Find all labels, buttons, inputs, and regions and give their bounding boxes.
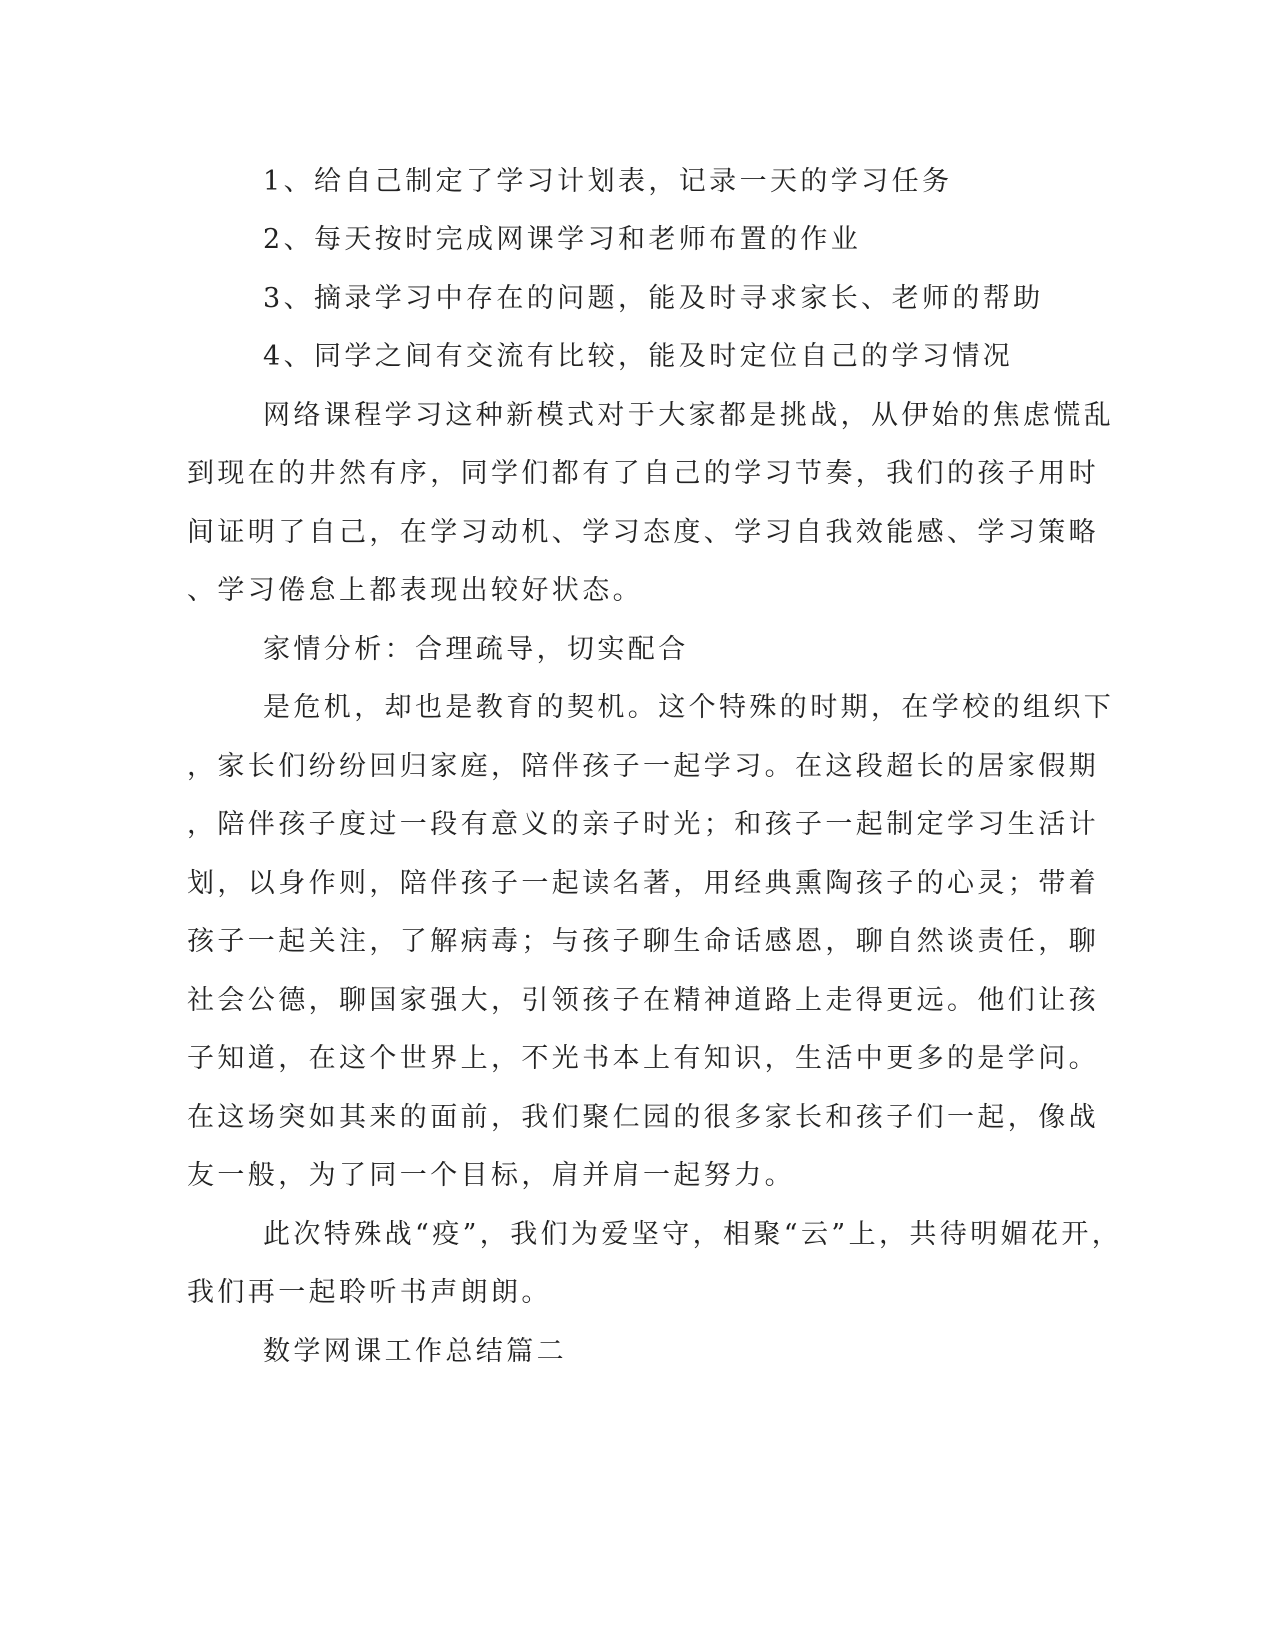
- paragraph2-line-3: ，陪伴孩子度过一段有意义的亲子时光；和孩子一起制定学习生活计: [187, 809, 1099, 840]
- next-section-title: 数学网课工作总结篇二: [263, 1336, 567, 1367]
- paragraph1-line-4: 、学习倦怠上都表现出较好状态。: [187, 575, 643, 606]
- paragraph2-line-2: ，家长们纷纷回归家庭，陪伴孩子一起学习。在这段超长的居家假期: [187, 751, 1099, 782]
- paragraph2-line-6: 社会公德，聊国家强大，引领孩子在精神道路上走得更远。他们让孩: [187, 985, 1099, 1016]
- paragraph1-line-3: 间证明了自己，在学习动机、学习态度、学习自我效能感、学习策略: [187, 517, 1099, 548]
- paragraph2-line-1: 是危机，却也是教育的契机。这个特殊的时期，在学校的组织下: [263, 692, 1115, 723]
- paragraph3-line-1: 此次特殊战“疫”，我们为爱坚守，相聚“云”上，共待明媚花开，: [263, 1219, 1123, 1250]
- paragraph2-line-4: 划，以身作则，陪伴孩子一起读名著，用经典熏陶孩子的心灵；带着: [187, 868, 1099, 899]
- paragraph2-line-9: 友一般，为了同一个目标，肩并肩一起努力。: [187, 1160, 795, 1191]
- paragraph2-line-8: 在这场突如其来的面前，我们聚仁园的很多家长和孩子们一起，像战: [187, 1102, 1099, 1133]
- paragraph1-line-2: 到现在的井然有序，同学们都有了自己的学习节奏，我们的孩子用时: [187, 458, 1099, 489]
- paragraph2-line-7: 子知道，在这个世界上，不光书本上有知识，生活中更多的是学问。: [187, 1043, 1099, 1074]
- list-item-4: 4、同学之间有交流有比较，能及时定位自己的学习情况: [263, 341, 1014, 372]
- paragraph3-line-2: 我们再一起聆听书声朗朗。: [187, 1277, 552, 1308]
- section-heading: 家情分析：合理疏导，切实配合: [263, 634, 689, 665]
- paragraph2-line-5: 孩子一起关注，了解病毒；与孩子聊生命话感恩，聊自然谈责任，聊: [187, 926, 1099, 957]
- paragraph1-line-1: 网络课程学习这种新模式对于大家都是挑战，从伊始的焦虑慌乱: [263, 400, 1115, 431]
- list-item-2: 2、每天按时完成网课学习和老师布置的作业: [263, 224, 862, 255]
- list-item-1: 1、给自己制定了学习计划表，记录一天的学习任务: [263, 166, 953, 197]
- list-item-3: 3、摘录学习中存在的问题，能及时寻求家长、老师的帮助: [263, 283, 1044, 314]
